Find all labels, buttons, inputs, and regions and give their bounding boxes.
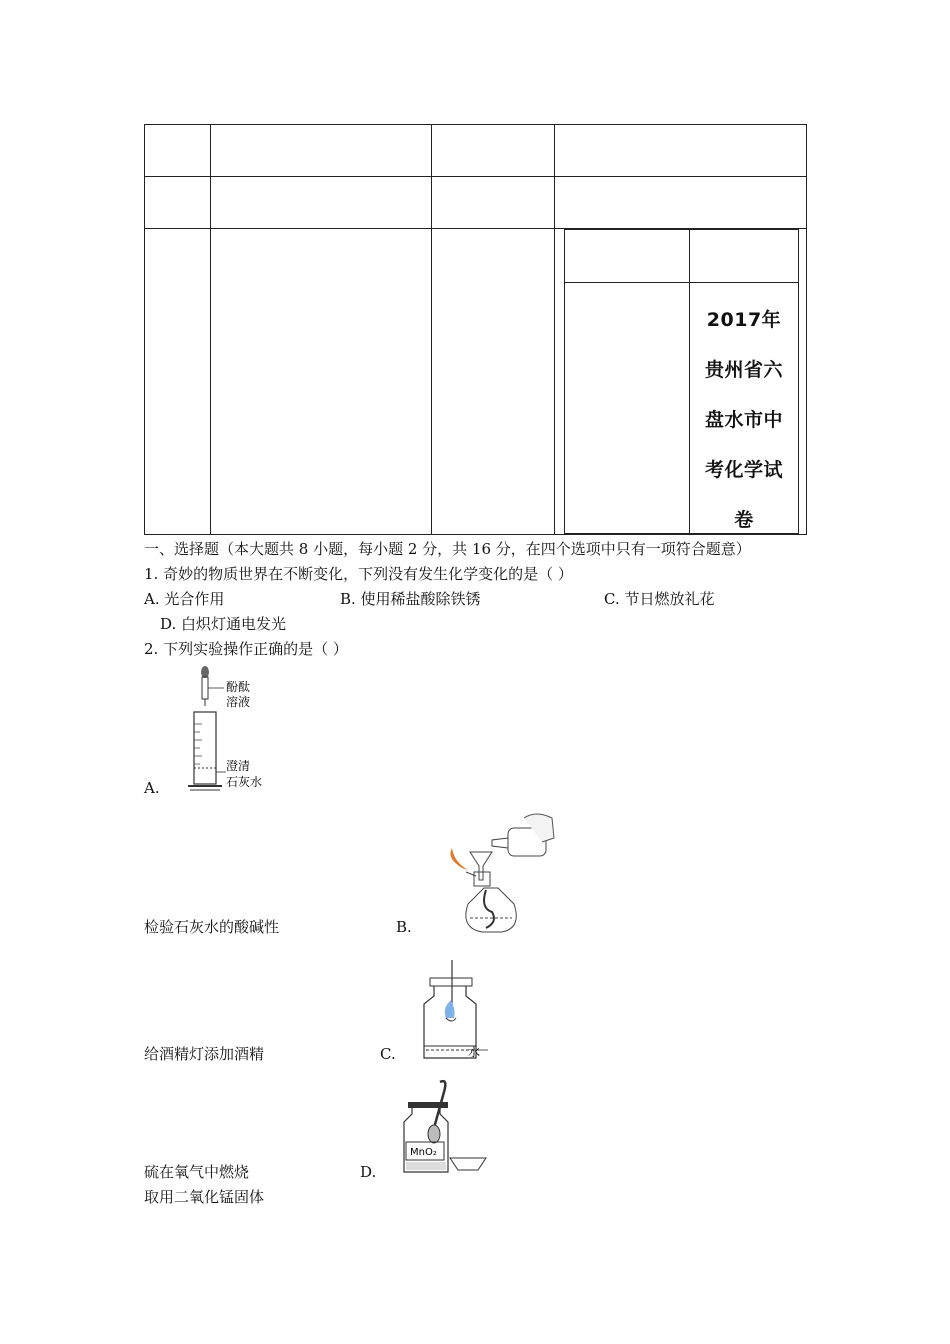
- exam-title-line-3: 盘水市中: [704, 409, 783, 431]
- fig-a-dropper-label-1: 酚酞: [226, 680, 251, 694]
- table-col-divider-1: [210, 124, 211, 535]
- exam-title: [690, 283, 798, 533]
- fig-d-mno2-label: MnO₂: [410, 1147, 437, 1158]
- fig-a-dropper-label-2: 溶液: [226, 695, 251, 709]
- fig-d-mno2-reagent: [398, 1078, 490, 1178]
- table-row-divider-1: [144, 176, 807, 177]
- exam-title-line-5: 卷: [734, 509, 754, 531]
- q1-option-c: C. 节日燃放礼花: [604, 590, 715, 608]
- q1-option-b: B. 使用稀盐酸除铁锈: [340, 590, 481, 608]
- q1-option-a: A. 光合作用: [144, 590, 225, 608]
- q1-option-d: D. 白炽灯通电发光: [160, 615, 287, 633]
- q2-stem: 2. 下列实验操作正确的是（ ）: [144, 640, 348, 658]
- fig-c-water-label: 水: [468, 1045, 481, 1059]
- q2-label-c: C.: [380, 1045, 396, 1063]
- q2-caption-c: 硫在氧气中燃烧: [144, 1163, 250, 1181]
- fig-a-cylinder-label-2: 石灰水: [226, 775, 263, 789]
- q2-label-d: D.: [360, 1163, 377, 1181]
- fig-a-dropper-cylinder: [186, 664, 276, 794]
- fig-c-sulfur-combustion: [416, 960, 496, 1064]
- q1-stem: 1. 奇妙的物质世界在不断变化，下列没有发生化学变化的是（ ）: [144, 565, 573, 583]
- q2-caption-a: 检验石灰水的酸碱性: [144, 918, 280, 936]
- fig-b-alcohol-lamp: [436, 808, 556, 936]
- fig-a-cylinder-label-1: 澄清: [226, 759, 251, 773]
- q2-caption-b: 给酒精灯添加酒精: [144, 1045, 265, 1063]
- exam-title-line-4: 考化学试: [704, 459, 783, 481]
- section-heading: 一、选择题（本大题共 8 小题，每小题 2 分，共 16 分，在四个选项中只有一项符合题意）: [144, 540, 751, 558]
- q2-label-a: A.: [144, 779, 160, 797]
- exam-title-line-2: 贵州省六: [704, 359, 783, 381]
- table-col-divider-2: [431, 124, 432, 535]
- q2-caption-d: 取用二氧化锰固体: [144, 1188, 265, 1206]
- q2-label-b: B.: [396, 918, 412, 936]
- exam-title-line-1: 2017年: [706, 309, 782, 331]
- table-col-divider-3: [554, 124, 555, 535]
